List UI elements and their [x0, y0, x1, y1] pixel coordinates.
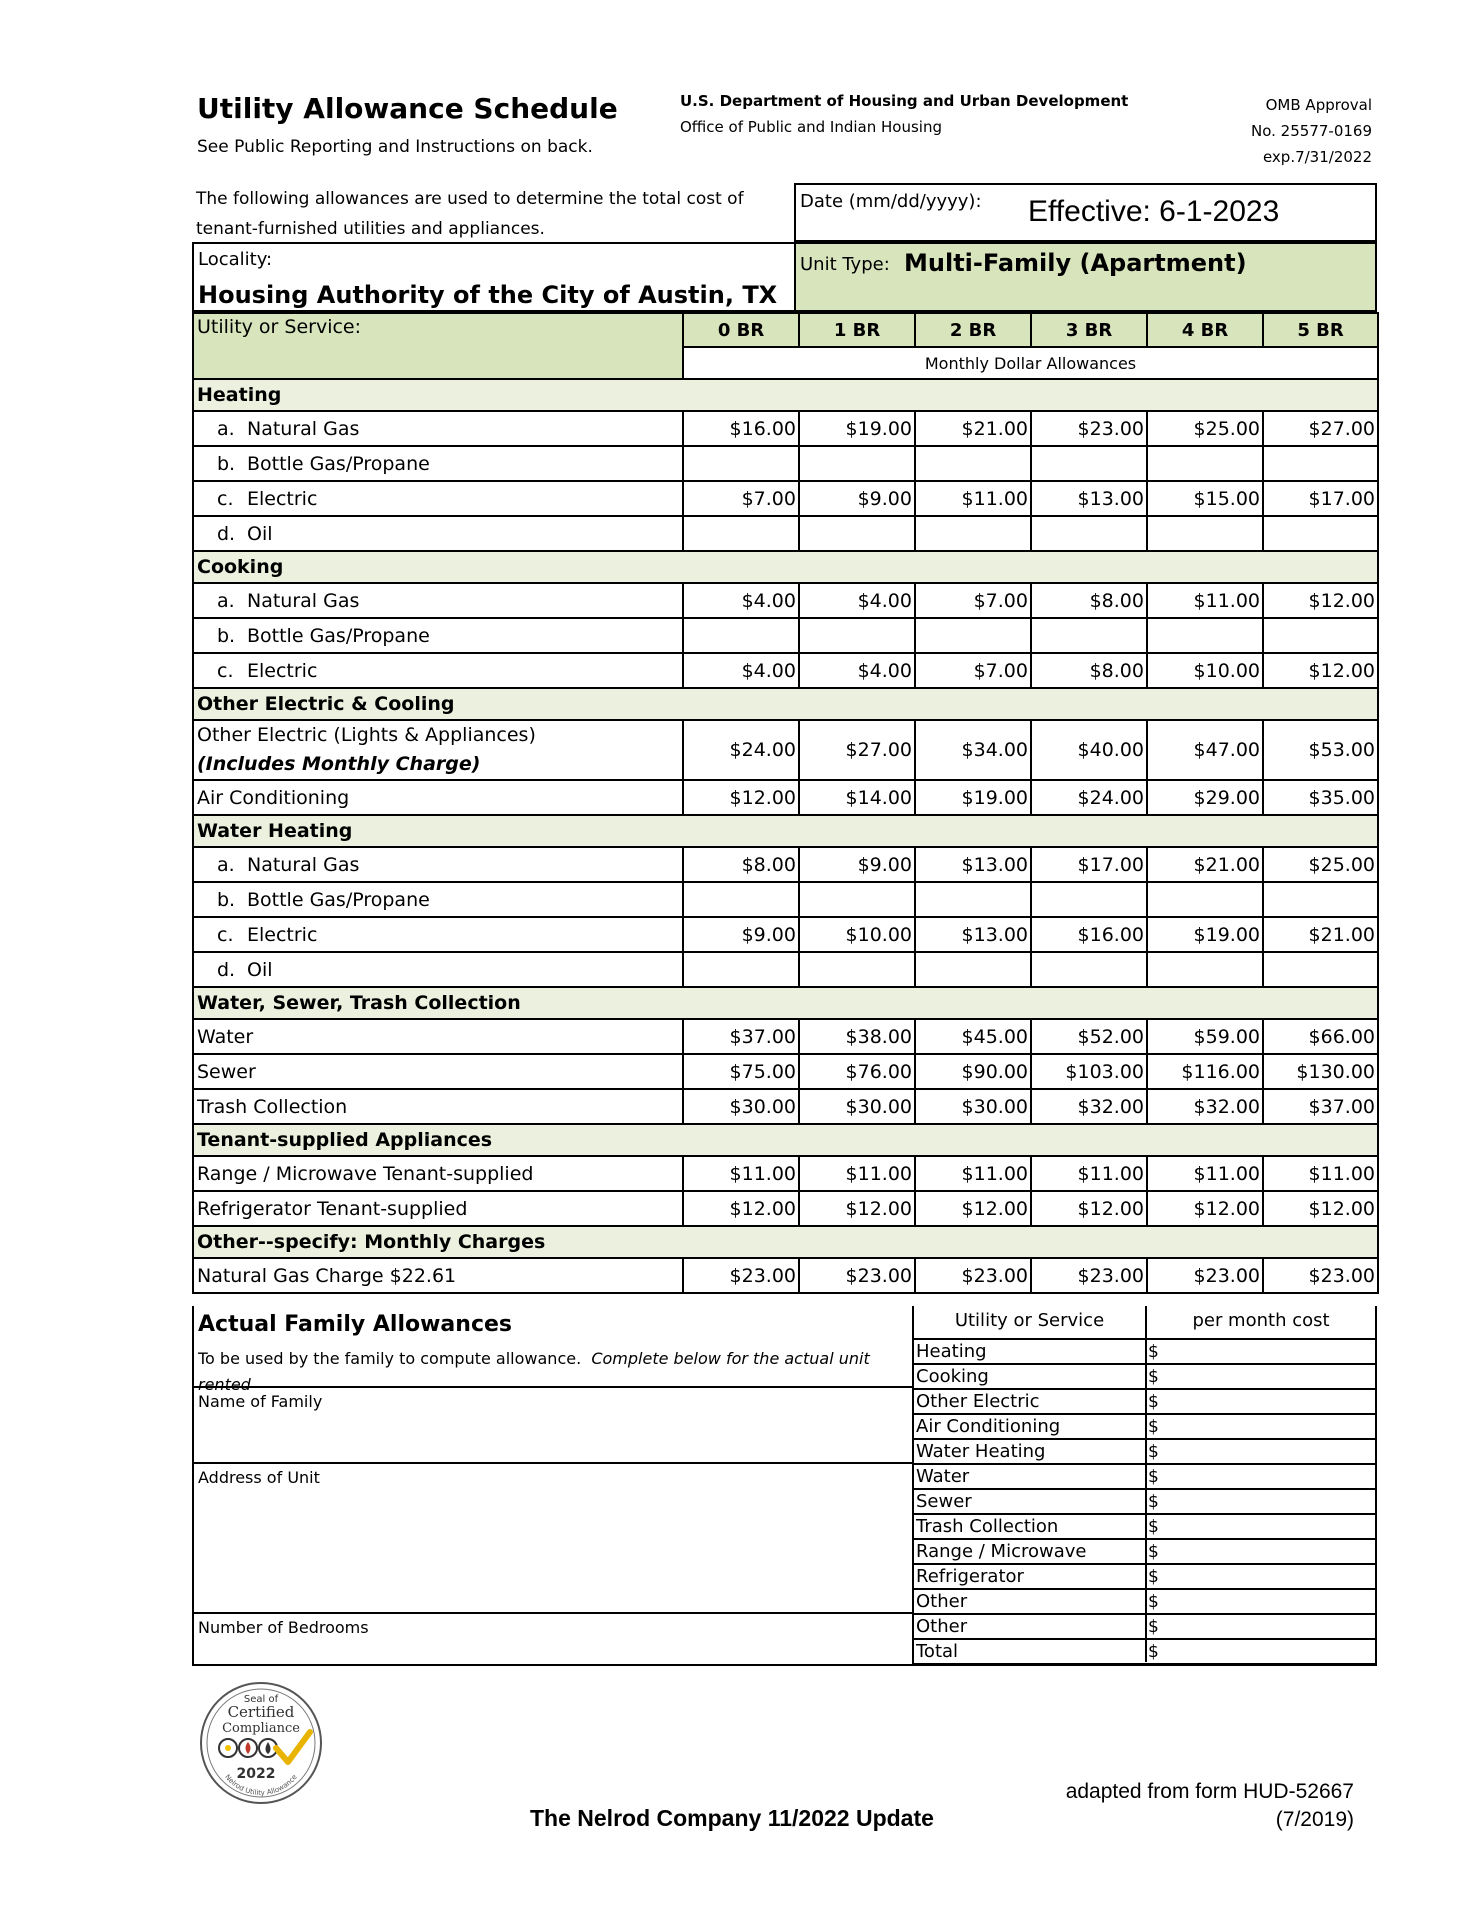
allowance-cell: [1263, 516, 1378, 551]
row-label-text: Oil: [247, 522, 273, 545]
omb-line-2: No. 25577-0169: [1251, 122, 1372, 140]
family-row-label: Air Conditioning: [916, 1416, 1061, 1437]
family-name-field[interactable]: [194, 1386, 912, 1462]
section-row-other-electric: [193, 688, 1378, 720]
family-description-italic: Complete below for the actual unit rented: [198, 1349, 870, 1394]
row-label-wrap: [197, 721, 679, 779]
allowance-cell: $11.00: [1147, 583, 1263, 618]
table-row: [193, 882, 1378, 917]
allowance-cell: $23.00: [799, 1258, 915, 1293]
row-label: [193, 583, 683, 618]
allowance-cell: [1263, 446, 1378, 481]
allowance-cell: $16.00: [683, 411, 799, 446]
row-label: [193, 446, 683, 481]
allowance-cell: $4.00: [683, 583, 799, 618]
allowance-cell: $29.00: [1147, 780, 1263, 815]
allowance-cell: $12.00: [683, 780, 799, 815]
row-label: [193, 411, 683, 446]
allowance-cell: $45.00: [915, 1019, 1031, 1054]
section-title: Tenant-supplied Appliances: [193, 1124, 1378, 1156]
table-row: [193, 847, 1378, 882]
allowance-cell: [1147, 516, 1263, 551]
allowance-cell: $12.00: [1263, 1191, 1378, 1226]
allowance-cell: $11.00: [1147, 1156, 1263, 1191]
allowance-cell: $21.00: [1147, 847, 1263, 882]
family-row-label: Cooking: [916, 1366, 989, 1387]
row-label: [193, 1089, 683, 1124]
seal-year: 2022: [236, 1766, 276, 1782]
allowance-cell: $7.00: [683, 481, 799, 516]
allowance-cell: $24.00: [683, 720, 799, 780]
family-address-label: Address of Unit: [198, 1468, 320, 1487]
family-row-label: Range / Microwave: [916, 1541, 1087, 1562]
allowance-cell: $8.00: [1031, 653, 1147, 688]
allowance-cell: [683, 446, 799, 481]
allowance-cell: $38.00: [799, 1019, 915, 1054]
table-row: [193, 516, 1378, 551]
family-row-cost[interactable]: $: [1148, 1492, 1159, 1512]
allowance-cell: $66.00: [1263, 1019, 1378, 1054]
bulb-glow: [225, 1745, 231, 1751]
allowance-cell: $27.00: [799, 720, 915, 780]
seal-line-2: Certified: [227, 1703, 295, 1721]
row-label: [193, 653, 683, 688]
allowance-cell: [915, 618, 1031, 653]
omb-approval: [1251, 92, 1372, 170]
allowance-cell: $4.00: [799, 653, 915, 688]
allowance-cell: $75.00: [683, 1054, 799, 1089]
allowance-cell: $15.00: [1147, 481, 1263, 516]
row-label-text: Natural Gas Charge $22.61: [197, 1264, 457, 1287]
locality-value: Housing Authority of the City of Austin, TX: [198, 281, 778, 309]
family-section: [192, 1306, 912, 1666]
allowance-cell: [799, 618, 915, 653]
allowance-cell: $12.00: [683, 1191, 799, 1226]
row-label-text: Sewer: [197, 1060, 256, 1083]
allowance-cell: $11.00: [915, 481, 1031, 516]
allowance-cell: $8.00: [1031, 583, 1147, 618]
agency-name: U.S. Department of Housing and Urban Development: [680, 92, 1129, 110]
row-label-text: Bottle Gas/Propane: [247, 452, 430, 475]
allowance-cell: $11.00: [683, 1156, 799, 1191]
family-row-cost[interactable]: $: [1148, 1442, 1159, 1462]
allowance-cell: $8.00: [683, 847, 799, 882]
section-title: Water, Sewer, Trash Collection: [193, 987, 1378, 1019]
allowance-cell: $23.00: [1147, 1258, 1263, 1293]
allowance-table: [192, 312, 1379, 1294]
allowance-cell: [1031, 952, 1147, 987]
family-row-label: Water Heating: [916, 1441, 1046, 1462]
allowance-cell: $10.00: [799, 917, 915, 952]
table-row: [193, 1054, 1378, 1089]
col-2br: 2 BR: [915, 313, 1031, 347]
allowance-cell: $11.00: [915, 1156, 1031, 1191]
table-row: [193, 1019, 1378, 1054]
family-row-label: Water: [916, 1466, 970, 1487]
footer-adapted-line-1: adapted from form HUD-52667: [1065, 1780, 1354, 1803]
footer-company: The Nelrod Company 11/2022 Update: [530, 1805, 934, 1831]
allowance-cell: $14.00: [799, 780, 915, 815]
allowance-cell: $17.00: [1263, 481, 1378, 516]
family-row-label: Trash Collection: [916, 1516, 1059, 1537]
allowance-cell: $7.00: [915, 583, 1031, 618]
col-4br: 4 BR: [1147, 313, 1263, 347]
section-row-water-sewer: [193, 987, 1378, 1019]
allowance-cell: [799, 516, 915, 551]
row-label: [193, 882, 683, 917]
row-label-text: Natural Gas: [247, 853, 360, 876]
allowance-cell: [1031, 882, 1147, 917]
allowance-cell: $130.00: [1263, 1054, 1378, 1089]
allowance-cell: $4.00: [799, 583, 915, 618]
table-row: [193, 1191, 1378, 1226]
allowance-cell: [1031, 516, 1147, 551]
allowance-cell: $12.00: [1031, 1191, 1147, 1226]
unit-type-label: Unit Type:: [800, 254, 890, 275]
row-label: [193, 1019, 683, 1054]
allowance-cell: [1031, 618, 1147, 653]
monthly-dollar-label: Monthly Dollar Allowances: [683, 347, 1378, 379]
family-col-cost: per month cost: [1192, 1310, 1330, 1331]
allowance-cell: $11.00: [1263, 1156, 1378, 1191]
row-label-text: Water: [197, 1025, 254, 1048]
row-letter: a.: [217, 853, 235, 876]
allowance-cell: [1263, 618, 1378, 653]
allowance-cell: $30.00: [915, 1089, 1031, 1124]
locality-field[interactable]: [192, 242, 794, 312]
allowance-cell: $19.00: [1147, 917, 1263, 952]
row-label: [193, 780, 683, 815]
family-column-divider: [1145, 1306, 1147, 1662]
allowance-cell: $24.00: [1031, 780, 1147, 815]
section-title: Water Heating: [193, 815, 1378, 847]
seal-arc: Nelrod Utility Allowance: [223, 1773, 299, 1798]
allowance-cell: $32.00: [1147, 1089, 1263, 1124]
allowance-cell: $34.00: [915, 720, 1031, 780]
row-letter: c.: [217, 487, 234, 510]
footer-adapted-line-2: (7/2019): [1275, 1808, 1354, 1831]
allowance-cell: $23.00: [1263, 1258, 1378, 1293]
family-title: Actual Family Allowances: [198, 1312, 512, 1337]
family-row-cost[interactable]: $: [1148, 1467, 1159, 1487]
allowance-cell: $35.00: [1263, 780, 1378, 815]
row-label-text: Bottle Gas/Propane: [247, 888, 430, 911]
allowance-cell: [799, 882, 915, 917]
section-row-other: [193, 1226, 1378, 1258]
family-name-label: Name of Family: [198, 1392, 323, 1411]
allowance-cell: [1263, 882, 1378, 917]
allowance-cell: $13.00: [1031, 481, 1147, 516]
allowance-cell: [915, 446, 1031, 481]
family-row-cost[interactable]: $: [1148, 1592, 1159, 1612]
table-row: [193, 411, 1378, 446]
row-letter: a.: [217, 417, 235, 440]
allowance-cell: $90.00: [915, 1054, 1031, 1089]
family-description: [198, 1346, 898, 1394]
family-row-label: Heating: [916, 1341, 987, 1362]
allowance-cell: $47.00: [1147, 720, 1263, 780]
allowance-cell: $12.00: [1147, 1191, 1263, 1226]
family-row-label: Other Electric: [916, 1391, 1040, 1412]
allowance-cell: $19.00: [799, 411, 915, 446]
row-letter: d.: [217, 958, 236, 981]
row-letter: d.: [217, 522, 236, 545]
col-1br: 1 BR: [799, 313, 915, 347]
unit-type-field[interactable]: [794, 242, 1377, 312]
allowance-cell: [915, 516, 1031, 551]
unit-type-value: Multi-Family (Apartment): [904, 249, 1247, 277]
footer-form-ref: [1066, 1778, 1354, 1834]
allowance-cell: [683, 882, 799, 917]
allowance-cell: $23.00: [1031, 411, 1147, 446]
allowance-cell: $59.00: [1147, 1019, 1263, 1054]
family-row-cost[interactable]: $: [1148, 1392, 1159, 1412]
date-label: Date (mm/dd/yyyy):: [800, 191, 982, 212]
table-row: [193, 583, 1378, 618]
section-row-heating: [193, 379, 1378, 411]
col-0br: 0 BR: [683, 313, 799, 347]
allowance-cell: $30.00: [799, 1089, 915, 1124]
col-5br: 5 BR: [1263, 313, 1378, 347]
table-row: [193, 1258, 1378, 1293]
row-label: [193, 618, 683, 653]
allowance-cell: $27.00: [1263, 411, 1378, 446]
allowance-cell: [1147, 618, 1263, 653]
allowance-cell: $17.00: [1031, 847, 1147, 882]
seal-line-3: Compliance: [222, 1721, 300, 1736]
allowance-cell: $13.00: [915, 847, 1031, 882]
allowance-cell: $37.00: [1263, 1089, 1378, 1124]
table-row: [193, 481, 1378, 516]
allowance-cell: $52.00: [1031, 1019, 1147, 1054]
omb-line-1: OMB Approval: [1265, 96, 1372, 114]
row-letter: b.: [217, 624, 236, 647]
allowance-cell: [1147, 882, 1263, 917]
allowance-cell: $30.00: [683, 1089, 799, 1124]
family-allowance-table: [912, 1306, 1377, 1666]
row-label: [193, 481, 683, 516]
allowance-cell: $4.00: [683, 653, 799, 688]
table-row: [193, 618, 1378, 653]
row-label: [193, 952, 683, 987]
allowance-cell: $23.00: [915, 1258, 1031, 1293]
allowance-cell: $21.00: [1263, 917, 1378, 952]
date-field[interactable]: [794, 183, 1377, 242]
family-bedrooms-field[interactable]: [194, 1612, 912, 1664]
family-description-text: To be used by the family to compute allowance.: [198, 1349, 582, 1368]
col-3br: 3 BR: [1031, 313, 1147, 347]
allowance-cell: $9.00: [799, 847, 915, 882]
allowance-cell: $32.00: [1031, 1089, 1147, 1124]
allowance-cell: [799, 952, 915, 987]
certified-compliance-seal: [198, 1680, 324, 1806]
family-row-cost[interactable]: $: [1148, 1417, 1159, 1437]
row-label: [193, 1191, 683, 1226]
allowance-cell: $16.00: [1031, 917, 1147, 952]
table-row: [193, 446, 1378, 481]
allowance-cell: [799, 446, 915, 481]
family-address-field[interactable]: [194, 1462, 912, 1612]
allowance-cell: [683, 952, 799, 987]
allowance-cell: $10.00: [1147, 653, 1263, 688]
table-header-row: [193, 313, 1378, 347]
section-title: Other Electric & Cooling: [193, 688, 1378, 720]
family-row-cost[interactable]: $: [1148, 1542, 1159, 1562]
allowance-cell: $12.00: [1263, 653, 1378, 688]
row-label-text: Oil: [247, 958, 273, 981]
row-label-text: Refrigerator Tenant-supplied: [197, 1197, 468, 1220]
family-bedrooms-label: Number of Bedrooms: [198, 1618, 369, 1637]
page-title: Utility Allowance Schedule: [197, 92, 618, 125]
row-label-text: Natural Gas: [247, 417, 360, 440]
family-row-cost[interactable]: $: [1148, 1642, 1159, 1662]
row-letter: b.: [217, 888, 236, 911]
allowance-cell: $37.00: [683, 1019, 799, 1054]
table-row: [193, 720, 1378, 780]
section-title: Cooking: [193, 551, 1378, 583]
family-row-label: Total: [916, 1641, 959, 1662]
row-label: [193, 720, 683, 780]
section-row-appliances: [193, 1124, 1378, 1156]
allowance-cell: $9.00: [799, 481, 915, 516]
family-col-service: Utility or Service: [954, 1310, 1105, 1331]
family-row-cost[interactable]: $: [1148, 1617, 1159, 1637]
section-row-cooking: [193, 551, 1378, 583]
table-row: [193, 952, 1378, 987]
locality-label: Locality:: [198, 249, 273, 270]
row-letter: c.: [217, 923, 234, 946]
allowance-cell: $11.00: [1031, 1156, 1147, 1191]
section-row-water-heating: [193, 815, 1378, 847]
intro-text: The following allowances are used to determine the total cost of tenant-furnished utilities and appliances.: [196, 189, 744, 239]
family-row-cost[interactable]: $: [1148, 1517, 1159, 1537]
allowance-cell: $13.00: [915, 917, 1031, 952]
allowance-cell: $103.00: [1031, 1054, 1147, 1089]
allowance-cell: $76.00: [799, 1054, 915, 1089]
row-label-text: Air Conditioning: [197, 786, 350, 809]
allowance-cell: $53.00: [1263, 720, 1378, 780]
row-label: [193, 917, 683, 952]
allowance-cell: $12.00: [915, 1191, 1031, 1226]
allowance-cell: [915, 882, 1031, 917]
row-letter: b.: [217, 452, 236, 475]
table-row: [193, 917, 1378, 952]
table-row: [193, 780, 1378, 815]
allowance-cell: $40.00: [1031, 720, 1147, 780]
allowance-cell: [1263, 952, 1378, 987]
row-label-text: Bottle Gas/Propane: [247, 624, 430, 647]
row-label-text: Electric: [247, 659, 318, 682]
row-label: [193, 1156, 683, 1191]
allowance-cell: $9.00: [683, 917, 799, 952]
family-row-cost[interactable]: $: [1148, 1567, 1159, 1587]
allowance-cell: $11.00: [799, 1156, 915, 1191]
family-row-label: Other: [916, 1591, 968, 1612]
allowance-cell: $25.00: [1147, 411, 1263, 446]
allowance-cell: $12.00: [799, 1191, 915, 1226]
row-label: [193, 1054, 683, 1089]
allowance-cell: [683, 618, 799, 653]
section-title: Heating: [193, 379, 1378, 411]
row-label-text: Trash Collection: [197, 1095, 348, 1118]
allowance-cell: $23.00: [1031, 1258, 1147, 1293]
allowance-cell: $19.00: [915, 780, 1031, 815]
row-letter: a.: [217, 589, 235, 612]
allowance-cell: $7.00: [915, 653, 1031, 688]
omb-line-3: exp.7/31/2022: [1262, 148, 1372, 166]
allowance-cell: [1031, 446, 1147, 481]
family-row-cost[interactable]: $: [1148, 1367, 1159, 1387]
family-row-label: Refrigerator: [916, 1566, 1024, 1587]
allowance-cell: [915, 952, 1031, 987]
row-label: [193, 847, 683, 882]
utility-service-header: Utility or Service:: [193, 313, 683, 379]
allowance-cell: [683, 516, 799, 551]
row-label-text: Other Electric (Lights & Appliances): [197, 724, 536, 746]
row-sublabel-text: (Includes Monthly Charge): [197, 753, 481, 775]
row-label-text: Electric: [247, 923, 318, 946]
section-title: Other--specify: Monthly Charges: [193, 1226, 1378, 1258]
family-row-label: Other: [916, 1616, 968, 1637]
page-subtitle: See Public Reporting and Instructions on back.: [197, 137, 593, 157]
row-label-text: Range / Microwave Tenant-supplied: [197, 1162, 534, 1185]
agency-office: Office of Public and Indian Housing: [680, 118, 942, 136]
table-row: [193, 653, 1378, 688]
allowance-cell: [1147, 446, 1263, 481]
family-row-label: Sewer: [916, 1491, 972, 1512]
family-row-cost[interactable]: $: [1148, 1342, 1159, 1362]
allowance-cell: $21.00: [915, 411, 1031, 446]
table-row: [193, 1156, 1378, 1191]
allowance-cell: $23.00: [683, 1258, 799, 1293]
allowance-cell: $12.00: [1263, 583, 1378, 618]
row-letter: c.: [217, 659, 234, 682]
allowance-cell: $25.00: [1263, 847, 1378, 882]
allowance-cell: $116.00: [1147, 1054, 1263, 1089]
table-row: [193, 1089, 1378, 1124]
allowance-cell: [1147, 952, 1263, 987]
row-label: [193, 1258, 683, 1293]
seal-line-1: Seal of: [243, 1694, 279, 1705]
row-label-text: Natural Gas: [247, 589, 360, 612]
date-value: Effective: 6-1-2023: [1028, 195, 1280, 228]
row-label-text: Electric: [247, 487, 318, 510]
row-label: [193, 516, 683, 551]
